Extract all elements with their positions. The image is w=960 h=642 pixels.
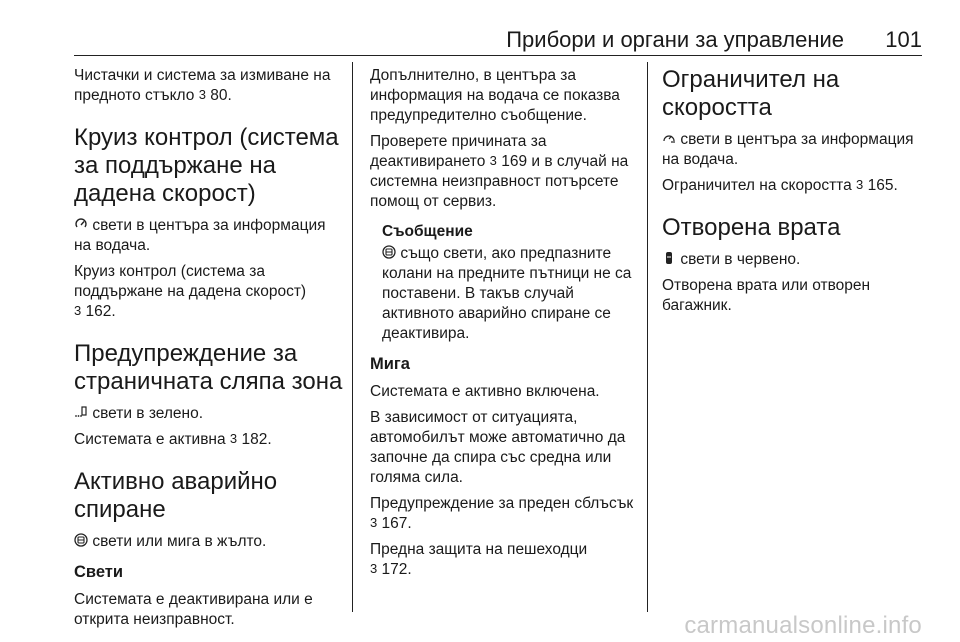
front-collision-paragraph: Предупреждение за преден сблъсък 3 167. (370, 495, 634, 532)
page-number: 101 (885, 27, 922, 52)
warning-message-paragraph: Допълнително, в центъра за информация на водача се показва предупредително съобщение. (370, 67, 620, 124)
page-ref-icon: 3 (74, 303, 82, 318)
lit-desc: Системата е деактивирана или е открита неизправност. (74, 591, 313, 628)
cruise-control-heading: Круиз контрол (система за поддържане на дадена скорост) (74, 124, 339, 207)
blind-spot-status: свети в зелено. (74, 404, 344, 424)
header-title: Прибори и органи за управление (506, 27, 844, 52)
door-open-heading: Отворена врата (662, 214, 841, 241)
message-note (382, 222, 634, 344)
cruise-desc: Круиз контрол (система за поддържане на дадена скорост) 3 162. (74, 263, 307, 320)
check-reason-paragraph: Проверете причината за деактивирането 3 169 и в случай на системна неизправност потърсете помощ от сервиз. (370, 133, 629, 210)
page-ref-icon: 3 (229, 431, 238, 446)
auto-brake-icon (382, 245, 396, 259)
auto-brake-status: свети или мига в жълто. (74, 532, 344, 552)
door-open-status: свети в червено. (662, 250, 924, 270)
speed-limiter-status: свети в центъра за информация на водача. (662, 131, 914, 168)
column-left (74, 66, 344, 636)
column-divider-2 (647, 62, 648, 612)
cruise-status: свети в центъра за информация на водача. (74, 217, 326, 254)
cruise-control-icon (74, 217, 88, 231)
blind-spot-desc: Системата е активна 3 182. (74, 431, 272, 448)
column-divider-1 (352, 62, 353, 612)
page-ref-icon: 3 (370, 561, 378, 576)
page-ref-icon: 3 (489, 153, 497, 168)
watermark: carmanualsonline.info (684, 612, 922, 639)
door-open-desc: Отворена врата или отворен багажник. (662, 277, 871, 314)
pedestrian-paragraph: Предна защита на пешеходци 3 172. (370, 541, 588, 578)
auto-brake-heading: Активно аварийно спиране (74, 468, 278, 523)
blind-spot-icon (74, 405, 88, 419)
situation-paragraph: В зависимост от ситуацията, автомобилът може автоматично да започне да спира със средна или голяма сила. (370, 409, 626, 486)
blind-spot-heading: Предупреждение за страничната сляпа зона (74, 340, 343, 395)
page-ref-icon: 3 (856, 177, 864, 192)
lit-subheading: Свети (74, 563, 124, 581)
column-middle (370, 66, 634, 586)
page-ref-icon: 3 (198, 87, 206, 102)
active-paragraph: Системата е активно включена. (370, 383, 600, 400)
door-open-icon (662, 251, 676, 265)
intro-paragraph: Чистачки и система за измиване на предното стъкло 3 80. (74, 67, 331, 104)
column-right (662, 66, 924, 322)
page-ref-icon: 3 (370, 515, 378, 530)
speed-limiter-heading: Ограничител на скоростта (662, 66, 840, 121)
speed-limiter-icon (662, 131, 676, 145)
note-text: също свети, ако предпазните колани на предните пътници не са поставени. В такъв случай активното аварийно спиране се деактивира. (382, 245, 632, 342)
header-rule (74, 55, 922, 56)
blink-subheading: Мига (370, 355, 410, 373)
note-title: Съобщение (382, 223, 473, 240)
auto-brake-icon (74, 533, 88, 547)
speed-limiter-desc: Ограничител на скоростта 3 165. (662, 177, 898, 194)
page-header (74, 27, 922, 53)
